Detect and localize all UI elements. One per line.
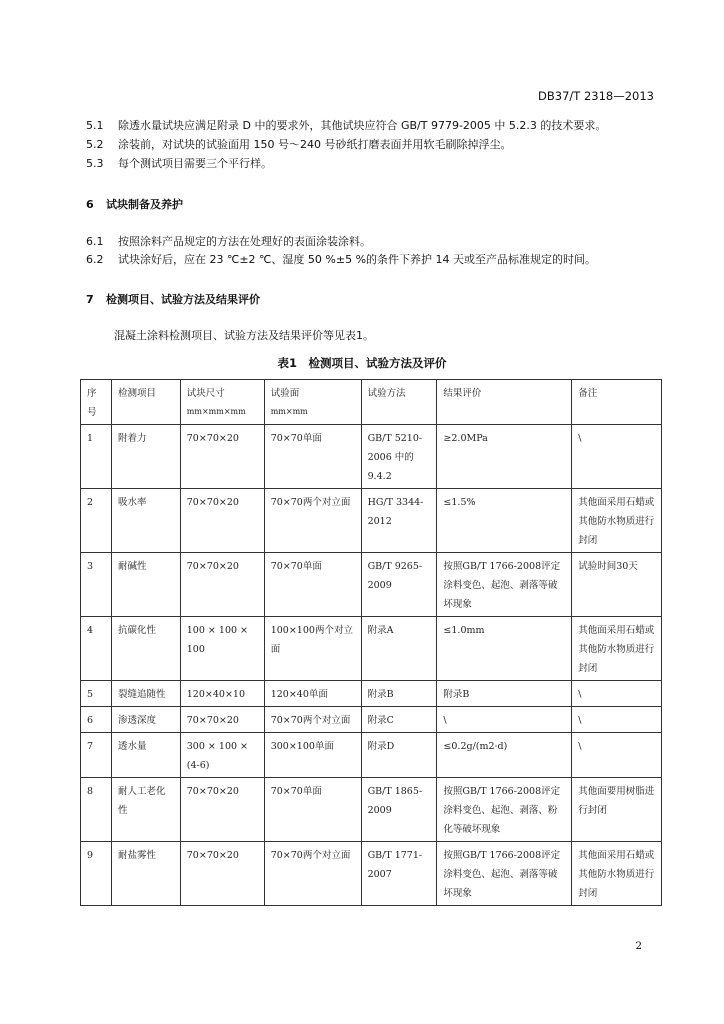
header-label: 备注 bbox=[578, 388, 598, 399]
table-row bbox=[81, 553, 662, 617]
section-number: 6 bbox=[86, 198, 94, 211]
clause-5-2 bbox=[86, 138, 511, 152]
table-cell: 附录B bbox=[437, 681, 572, 707]
table-cell: 其他面采用石蜡或其他防水物质进行封闭 bbox=[572, 842, 662, 906]
table-cell: 5 bbox=[81, 681, 112, 707]
table-cell: GB/T 5210-2006 中的9.4.2 bbox=[361, 425, 437, 489]
clause-text: 除透水量试块应满足附录 D 中的要求外，其他试块应符合 GB/T 9779-2005 中 5.2.3 的技术要求。 bbox=[118, 119, 607, 132]
table-cell: 300×100单面 bbox=[264, 733, 361, 778]
table-row bbox=[81, 425, 662, 489]
table-cell: ≤1.5% bbox=[437, 489, 572, 553]
header-unit: mm×mm×mm bbox=[186, 407, 246, 416]
table-cell: GB/T 1771-2007 bbox=[361, 842, 437, 906]
section-6-heading bbox=[86, 196, 183, 212]
header-cell bbox=[264, 380, 361, 425]
table-cell: 渗透深度 bbox=[111, 707, 180, 733]
header-label: 试验面 bbox=[270, 388, 300, 399]
clause-text: 试块涂好后，应在 23 ℃±2 ℃、湿度 50 %±5 %的条件下养护 14 天或至产品标准规定的时间。 bbox=[118, 253, 597, 266]
table-cell: 附录A bbox=[361, 617, 437, 681]
table-title: 表1 检测项目、试验方法及评价 bbox=[277, 356, 447, 370]
table-cell: 70×70×20 bbox=[180, 778, 264, 842]
table-cell: 按照GB/T 1766-2008评定涂料变色、起泡、剥落等破坏现象 bbox=[437, 553, 572, 617]
clause-number: 5.2 bbox=[86, 138, 104, 151]
table-cell: 吸水率 bbox=[111, 489, 180, 553]
table-row bbox=[81, 707, 662, 733]
table-cell: 4 bbox=[81, 617, 112, 681]
table-cell: 70×70×20 bbox=[180, 553, 264, 617]
table-cell: 70×70单面 bbox=[264, 553, 361, 617]
header-cell bbox=[361, 380, 437, 425]
header-cell bbox=[572, 380, 662, 425]
header-cell bbox=[81, 380, 112, 425]
standard-code: DB37/T 2318—2013 bbox=[538, 89, 654, 103]
table-cell: 6 bbox=[81, 707, 112, 733]
table-cell: 8 bbox=[81, 778, 112, 842]
section-number: 7 bbox=[86, 293, 94, 306]
clause-number: 6.2 bbox=[86, 253, 104, 266]
header-cell bbox=[111, 380, 180, 425]
page-number: 2 bbox=[635, 940, 642, 952]
table-cell: ≥2.0MPa bbox=[437, 425, 572, 489]
header-cell bbox=[180, 380, 264, 425]
table-cell: 70×70单面 bbox=[264, 425, 361, 489]
clause-text: 每个测试项目需要三个平行样。 bbox=[118, 157, 272, 170]
table-cell: 耐碱性 bbox=[111, 553, 180, 617]
table-row bbox=[81, 489, 662, 553]
clause-number: 6.1 bbox=[86, 235, 104, 248]
table-cell: \ bbox=[572, 707, 662, 733]
table-cell: 抗碳化性 bbox=[111, 617, 180, 681]
table-cell: \ bbox=[437, 707, 572, 733]
table-cell: \ bbox=[572, 681, 662, 707]
section-title: 检测项目、试验方法及结果评价 bbox=[106, 293, 260, 306]
table-cell: 按照GB/T 1766-2008评定涂料变色、起泡、剥落、粉化等破坏现象 bbox=[437, 778, 572, 842]
table-row bbox=[81, 778, 662, 842]
table-cell: 100 × 100 × 100 bbox=[180, 617, 264, 681]
header-label: 检测项目 bbox=[117, 388, 156, 399]
table-cell: 9 bbox=[81, 842, 112, 906]
table-cell: 附录D bbox=[361, 733, 437, 778]
table-cell: 120×40×10 bbox=[180, 681, 264, 707]
header-label: 序号 bbox=[87, 388, 97, 418]
table-row bbox=[81, 617, 662, 681]
table-cell: 按照GB/T 1766-2008评定涂料变色、起泡、剥落等破坏现象 bbox=[437, 842, 572, 906]
table-cell: 2 bbox=[81, 489, 112, 553]
section-7-heading bbox=[86, 291, 260, 307]
table-cell: 70×70两个对立面 bbox=[264, 707, 361, 733]
clause-6-2 bbox=[86, 253, 596, 267]
table-cell: 3 bbox=[81, 553, 112, 617]
table-cell: HG/T 3344-2012 bbox=[361, 489, 437, 553]
table-cell: ≤1.0mm bbox=[437, 617, 572, 681]
table-cell: \ bbox=[572, 733, 662, 778]
table-cell: 附录B bbox=[361, 681, 437, 707]
clause-5-1 bbox=[86, 119, 606, 133]
header-label: 试验方法 bbox=[367, 388, 406, 399]
clause-number: 5.1 bbox=[86, 119, 104, 132]
table-cell: 透水量 bbox=[111, 733, 180, 778]
table-cell: 附着力 bbox=[111, 425, 180, 489]
clause-5-3 bbox=[86, 157, 272, 171]
table-cell: 其他面要用树脂进行封闭 bbox=[572, 778, 662, 842]
table-cell: \ bbox=[572, 425, 662, 489]
table-cell: 70×70两个对立面 bbox=[264, 489, 361, 553]
section-title: 试块制备及养护 bbox=[106, 198, 183, 211]
table-cell: ≤0.2g/(m2·d) bbox=[437, 733, 572, 778]
table-cell: 其他面采用石蜡或其他防水物质进行封闭 bbox=[572, 489, 662, 553]
table-row bbox=[81, 681, 662, 707]
section-7-intro: 混凝土涂料检测项目、试验方法及结果评价等见表1。 bbox=[114, 329, 374, 342]
header-label: 结果评价 bbox=[443, 388, 482, 399]
table-cell: 70×70单面 bbox=[264, 778, 361, 842]
table-cell: 试验时间30天 bbox=[572, 553, 662, 617]
table-cell: 1 bbox=[81, 425, 112, 489]
table-header-row bbox=[81, 380, 662, 425]
table-cell: GB/T 9265-2009 bbox=[361, 553, 437, 617]
header-cell bbox=[437, 380, 572, 425]
table-cell: 耐盐雾性 bbox=[111, 842, 180, 906]
table-cell: 附录C bbox=[361, 707, 437, 733]
table-cell: 耐人工老化性 bbox=[111, 778, 180, 842]
clause-text: 按照涂料产品规定的方法在处理好的表面涂装涂料。 bbox=[118, 235, 371, 248]
table-row bbox=[81, 733, 662, 778]
table-cell: 70×70×20 bbox=[180, 425, 264, 489]
clause-text: 涂装前，对试块的试验面用 150 号～240 号砂纸打磨表面并用软毛刷除掉浮尘。 bbox=[118, 138, 512, 151]
table-cell: 7 bbox=[81, 733, 112, 778]
header-unit: mm×mm bbox=[270, 407, 308, 416]
table-cell: 裂缝追随性 bbox=[111, 681, 180, 707]
table-cell: 70×70两个对立面 bbox=[264, 842, 361, 906]
table-cell: 70×70×20 bbox=[180, 842, 264, 906]
table-cell: GB/T 1865-2009 bbox=[361, 778, 437, 842]
table-cell: 70×70×20 bbox=[180, 489, 264, 553]
header-label: 试块尺寸 bbox=[186, 388, 225, 399]
table-row bbox=[81, 842, 662, 906]
table-cell: 其他面采用石蜡或其他防水物质进行封闭 bbox=[572, 617, 662, 681]
clause-6-1 bbox=[86, 235, 371, 249]
table-cell: 120×40单面 bbox=[264, 681, 361, 707]
table-cell: 300 × 100 × (4-6) bbox=[180, 733, 264, 778]
table-cell: 100×100两个对立面 bbox=[264, 617, 361, 681]
table-cell: 70×70×20 bbox=[180, 707, 264, 733]
test-items-table bbox=[80, 379, 662, 906]
clause-number: 5.3 bbox=[86, 157, 104, 170]
